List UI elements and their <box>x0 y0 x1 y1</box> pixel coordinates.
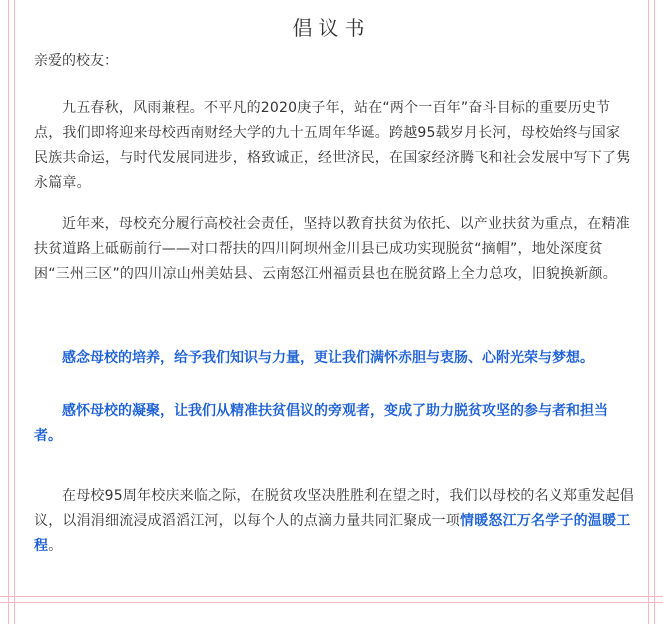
page-title: 倡议书 <box>292 16 371 40</box>
paragraph-initiative-text: 在母校95周年校庆来临之际，在脱贫攻坚决胜胜利在望之时，我们以母校的名义郑重发起倡议，以涓涓细流浸成滔滔江河，以每个人的点滴力量共同汇聚成一项 <box>34 488 635 529</box>
frame-line-bottom-lower <box>0 602 663 603</box>
paragraph-initiative <box>34 484 634 559</box>
frame-line-left-outer <box>8 0 9 624</box>
salutation: 亲爱的校友： <box>34 53 118 69</box>
paragraph-anniversary: 九五春秋，风雨兼程。不平凡的2020庚子年，站在“两个一百年”奋斗目标的重要历史节点，我们即将迎来母校西南财经大学的九十五周年华诞。跨越95载岁月长河，母校始终与国家民族共命运，与时代发展同进步，格致诚正，经世济民，在国家经济腾飞和社会发展中写下了隽永篇章。 <box>34 100 631 191</box>
paragraph-poverty-alleviation: 近年来，母校充分履行高校社会责任，坚持以教育扶贫为依托、以产业扶贫为重点，在精准扶贫道路上砥砺前行——对口帮扶的四川阿坝州金川县已成功实现脱贫“摘帽”，地处深度贫困“三州三区”的四川凉山州美姑县、云南怒江州福贡县也在脱贫路上全力总攻，旧貌换新颜。 <box>34 216 630 282</box>
highlight-participation: 感怀母校的凝聚，让我们从精准扶贫倡议的旁观者，变成了助力脱贫攻坚的参与者和担当者。 <box>34 403 608 444</box>
highlight-gratitude: 感念母校的培养，给予我们知识与力量，更让我们满怀赤胆与衷肠、心附光荣与梦想。 <box>62 350 594 366</box>
frame-line-bottom-upper <box>0 596 663 597</box>
warmth-project-emphasis: 情暖怒江万名学子的温暖工程 <box>34 513 631 554</box>
frame-line-right-outer <box>654 0 655 624</box>
paragraph-initiative-end: 。 <box>48 538 63 554</box>
frame-line-right-inner <box>648 0 649 624</box>
frame-line-left-inner <box>14 0 15 624</box>
